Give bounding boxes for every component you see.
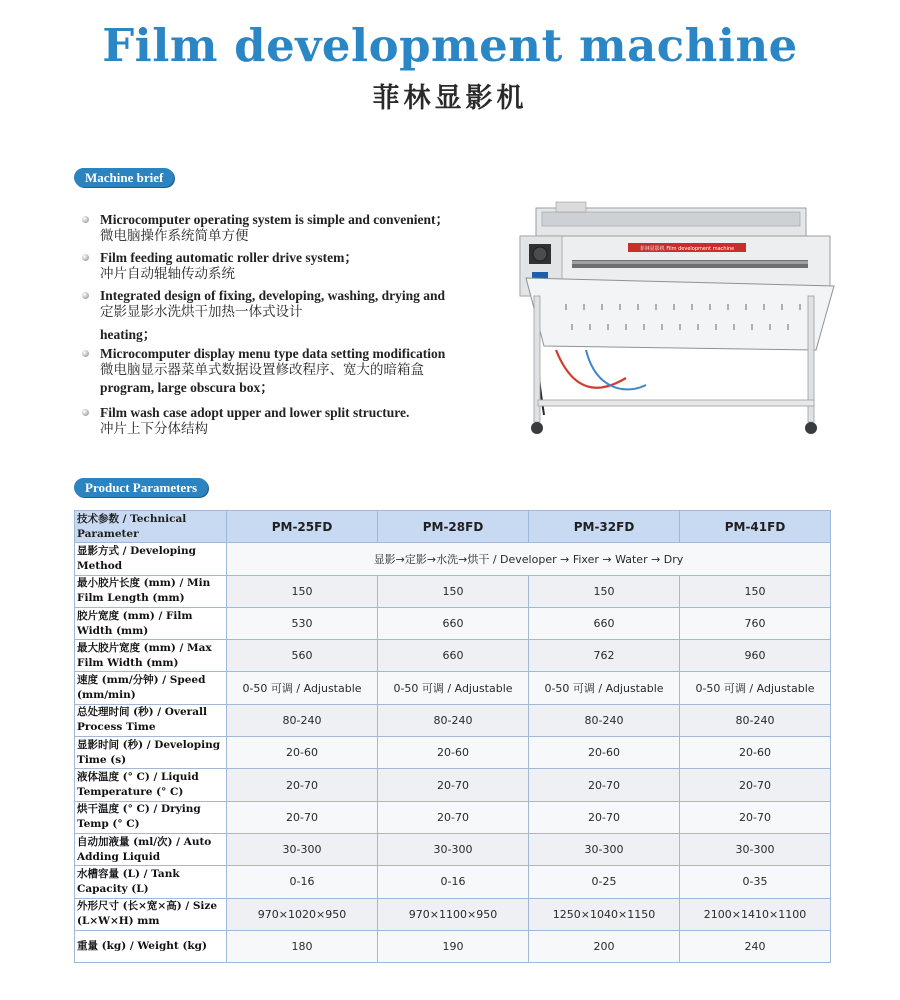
feature-item — [74, 345, 514, 396]
param-value: 150 — [680, 575, 831, 607]
table-row — [75, 930, 831, 962]
param-value: 560 — [227, 640, 378, 672]
param-value: 20-70 — [227, 801, 378, 833]
feature-en: Film wash case adopt upper and lower split structure. — [74, 404, 514, 421]
param-value: 970×1100×950 — [378, 898, 529, 930]
param-value: 显影→定影→水洗→烘干 / Developer → Fixer → Water → Dry — [227, 543, 831, 575]
param-value: 150 — [529, 575, 680, 607]
param-name: 最小胶片长度 (mm) / Min Film Length (mm) — [75, 575, 227, 607]
feature-en-cont: heating； — [100, 327, 157, 342]
feature-en: Integrated design of fixing, developing, washing, drying and — [74, 287, 514, 304]
table-row — [75, 833, 831, 865]
param-value: 150 — [378, 575, 529, 607]
param-value: 20-70 — [680, 769, 831, 801]
param-name: 水槽容量 (L) / Tank Capacity (L) — [75, 866, 227, 898]
param-value: 20-70 — [529, 801, 680, 833]
feature-en: Microcomputer display menu type data setting modification — [74, 345, 514, 362]
param-name: 重量 (kg) / Weight (kg) — [75, 930, 227, 962]
param-value: 970×1020×950 — [227, 898, 378, 930]
param-name: 烘干温度 (° C) / Drying Temp (° C) — [75, 801, 227, 833]
machine-label: 菲林显影机 Film development machine — [639, 246, 735, 252]
param-name: 自动加液量 (ml/次) / Auto Adding Liquid — [75, 833, 227, 865]
param-value: 0-25 — [529, 866, 680, 898]
table-row — [75, 543, 831, 575]
param-value: 20-70 — [529, 769, 680, 801]
feature-en: Film feeding automatic roller drive system； — [74, 249, 514, 266]
param-value: 180 — [227, 930, 378, 962]
table-row — [75, 898, 831, 930]
table-row — [75, 737, 831, 769]
param-name: 速度 (mm/分钟) / Speed (mm/min) — [75, 672, 227, 704]
product-parameters-label: Product Parameters — [74, 478, 208, 497]
feature-en: Microcomputer operating system is simple and convenient； — [74, 211, 514, 228]
header-model: PM-32FD — [529, 511, 680, 543]
param-value: 30-300 — [227, 833, 378, 865]
param-value: 20-70 — [378, 801, 529, 833]
param-name: 总处理时间 (秒) / Overall Process Time — [75, 704, 227, 736]
param-value: 20-70 — [680, 801, 831, 833]
feature-zh: 冲片自动辊轴传动系统 — [100, 266, 235, 282]
param-value: 190 — [378, 930, 529, 962]
param-name: 液体温度 (° C) / Liquid Temperature (° C) — [75, 769, 227, 801]
param-value: 960 — [680, 640, 831, 672]
feature-item — [74, 287, 514, 343]
table-row — [75, 769, 831, 801]
param-value: 20-60 — [529, 737, 680, 769]
header-model: PM-28FD — [378, 511, 529, 543]
machine-image — [516, 200, 846, 440]
feature-zh: 冲片上下分体结构 — [100, 421, 208, 437]
param-value: 30-300 — [529, 833, 680, 865]
feature-item — [74, 404, 514, 438]
param-value: 0-50 可调 / Adjustable — [378, 672, 529, 704]
param-value: 20-60 — [378, 737, 529, 769]
param-value: 0-16 — [227, 866, 378, 898]
param-value: 0-50 可调 / Adjustable — [227, 672, 378, 704]
table-header-row — [75, 511, 831, 543]
machine-brief-label: Machine brief — [74, 168, 174, 187]
table-row — [75, 607, 831, 639]
param-value: 80-240 — [680, 704, 831, 736]
param-value: 150 — [227, 575, 378, 607]
feature-item — [74, 249, 514, 283]
param-value: 762 — [529, 640, 680, 672]
param-value: 20-70 — [378, 769, 529, 801]
table-row — [75, 640, 831, 672]
param-value: 660 — [378, 607, 529, 639]
feature-en-cont: program, large obscura box； — [100, 380, 274, 395]
param-value: 20-60 — [680, 737, 831, 769]
param-value: 200 — [529, 930, 680, 962]
table-row — [75, 672, 831, 704]
param-value: 0-16 — [378, 866, 529, 898]
param-name: 外形尺寸 (长×宽×高) / Size (L×W×H) mm — [75, 898, 227, 930]
param-value: 20-70 — [227, 769, 378, 801]
param-value: 0-50 可调 / Adjustable — [529, 672, 680, 704]
page-title: Film development machine — [102, 19, 798, 72]
param-value: 80-240 — [227, 704, 378, 736]
param-value: 20-60 — [227, 737, 378, 769]
param-value: 30-300 — [378, 833, 529, 865]
parameters-table — [74, 510, 831, 963]
param-value: 240 — [680, 930, 831, 962]
feature-item — [74, 211, 514, 245]
param-name: 胶片宽度 (mm) / Film Width (mm) — [75, 607, 227, 639]
header-model: PM-25FD — [227, 511, 378, 543]
param-value: 30-300 — [680, 833, 831, 865]
table-row — [75, 704, 831, 736]
page-subtitle: 菲林显影机 — [372, 83, 528, 114]
param-name: 最大胶片宽度 (mm) / Max Film Width (mm) — [75, 640, 227, 672]
param-value: 1250×1040×1150 — [529, 898, 680, 930]
table-row — [75, 575, 831, 607]
param-value: 80-240 — [378, 704, 529, 736]
header-param: 技术参数 / Technical Parameter — [75, 511, 227, 543]
table-row — [75, 866, 831, 898]
param-value: 2100×1410×1100 — [680, 898, 831, 930]
param-name: 显影方式 / Developing Method — [75, 543, 227, 575]
header-model: PM-41FD — [680, 511, 831, 543]
feature-zh: 微电脑操作系统简单方便 — [100, 228, 249, 244]
param-value: 760 — [680, 607, 831, 639]
feature-zh: 微电脑显示器菜单式数据设置修改程序、宽大的暗箱盒 — [100, 362, 424, 378]
param-value: 530 — [227, 607, 378, 639]
param-value: 0-50 可调 / Adjustable — [680, 672, 831, 704]
param-value: 80-240 — [529, 704, 680, 736]
param-value: 660 — [378, 640, 529, 672]
param-name: 显影时间 (秒) / Developing Time (s) — [75, 737, 227, 769]
param-value: 0-35 — [680, 866, 831, 898]
feature-zh: 定影显影水洗烘干加热一体式设计 — [100, 304, 303, 320]
param-value: 660 — [529, 607, 680, 639]
table-row — [75, 801, 831, 833]
